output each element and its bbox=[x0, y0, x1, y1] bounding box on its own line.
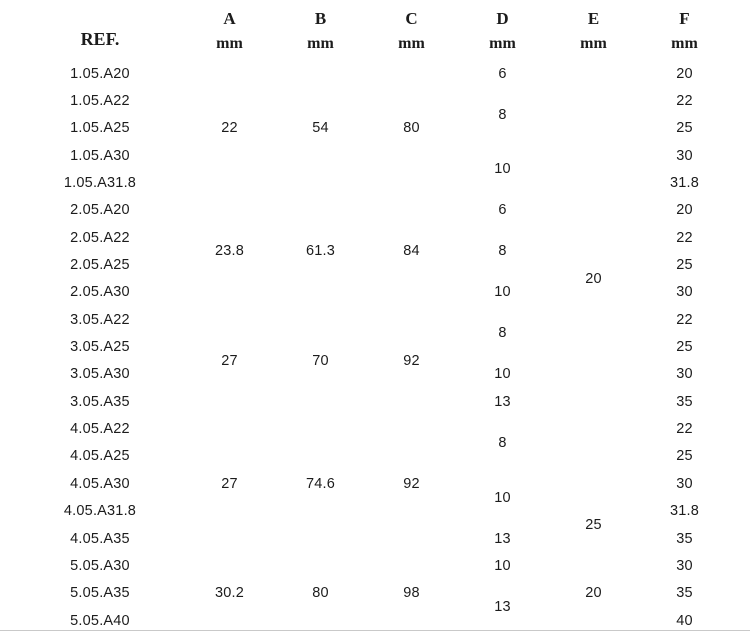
column-unit-d: mm bbox=[489, 35, 516, 52]
ref-cell: 5.05.A35 bbox=[70, 585, 130, 602]
ref-cell: 4.05.A35 bbox=[70, 530, 130, 547]
column-unit-f: mm bbox=[671, 35, 698, 52]
column-letter-c: C bbox=[405, 9, 418, 28]
value-cell-d: 8 bbox=[498, 106, 507, 123]
value-cell-b: 74.6 bbox=[305, 475, 336, 492]
column-header-a bbox=[184, 0, 275, 60]
table-row bbox=[0, 552, 730, 579]
column-unit-c: mm bbox=[398, 35, 425, 52]
value-cell-d: 10 bbox=[494, 557, 511, 574]
table-header bbox=[0, 0, 730, 60]
ref-cell: 2.05.A20 bbox=[70, 202, 130, 219]
value-cell-e bbox=[548, 306, 639, 497]
column-unit-e: mm bbox=[580, 35, 607, 52]
value-cell-f: 30 bbox=[676, 557, 693, 574]
ref-cell: 5.05.A40 bbox=[70, 612, 130, 629]
column-header-f bbox=[639, 0, 730, 60]
value-cell-f: 22 bbox=[676, 311, 693, 328]
value-cell-f: 20 bbox=[676, 65, 693, 82]
ref-cell: 3.05.A22 bbox=[70, 311, 130, 328]
value-cell-c: 92 bbox=[403, 352, 420, 369]
ref-cell: 1.05.A25 bbox=[70, 120, 130, 137]
value-cell-f: 22 bbox=[676, 229, 693, 246]
column-unit-a: mm bbox=[216, 35, 243, 52]
value-cell-f: 35 bbox=[676, 393, 693, 410]
value-cell-d: 13 bbox=[494, 598, 511, 615]
value-cell-a: 23.8 bbox=[214, 243, 245, 260]
value-cell-b: 61.3 bbox=[305, 243, 336, 260]
value-cell-d: 6 bbox=[498, 202, 507, 219]
value-cell-f: 35 bbox=[676, 585, 693, 602]
ref-cell: 4.05.A31.8 bbox=[63, 503, 137, 520]
ref-cell: 2.05.A25 bbox=[70, 257, 130, 274]
column-letter-a: A bbox=[223, 9, 236, 28]
value-cell-d: 13 bbox=[494, 393, 511, 410]
value-cell-f: 31.8 bbox=[669, 503, 700, 520]
column-header-e bbox=[548, 0, 639, 60]
value-cell-b: 80 bbox=[312, 585, 329, 602]
value-cell-f: 35 bbox=[676, 530, 693, 547]
value-cell-c: 98 bbox=[403, 585, 420, 602]
value-cell-d: 8 bbox=[498, 243, 507, 260]
value-cell-c: 84 bbox=[403, 243, 420, 260]
column-header-d bbox=[457, 0, 548, 60]
header-row bbox=[0, 0, 730, 60]
ref-cell: 3.05.A30 bbox=[70, 366, 130, 383]
ref-cell: 1.05.A30 bbox=[70, 147, 130, 164]
ref-cell: 4.05.A30 bbox=[70, 475, 130, 492]
value-cell-f: 22 bbox=[676, 93, 693, 110]
column-header-c bbox=[366, 0, 457, 60]
value-cell-b: 54 bbox=[312, 120, 329, 137]
value-cell-f: 30 bbox=[676, 284, 693, 301]
value-cell-d: 6 bbox=[498, 65, 507, 82]
column-letter-f: F bbox=[679, 9, 690, 28]
ref-cell: 5.05.A30 bbox=[70, 557, 130, 574]
column-letter-e: E bbox=[587, 9, 600, 28]
value-cell-d: 10 bbox=[494, 284, 511, 301]
value-cell-f: 20 bbox=[676, 202, 693, 219]
value-cell-b: 70 bbox=[312, 352, 329, 369]
value-cell-d: 10 bbox=[494, 489, 511, 506]
value-cell-d: 10 bbox=[494, 366, 511, 383]
value-cell-e: 20 bbox=[585, 585, 602, 602]
value-cell-f: 25 bbox=[676, 448, 693, 465]
column-unit-b: mm bbox=[307, 35, 334, 52]
value-cell-c: 92 bbox=[403, 475, 420, 492]
ref-header-label: REF. bbox=[80, 29, 120, 49]
value-cell-e bbox=[548, 552, 639, 579]
value-cell-f: 25 bbox=[676, 120, 693, 137]
value-cell-f: 25 bbox=[676, 339, 693, 356]
value-cell-a: 30.2 bbox=[214, 585, 245, 602]
ref-cell: 2.05.A30 bbox=[70, 284, 130, 301]
value-cell-d: 8 bbox=[498, 434, 507, 451]
ref-cell: 3.05.A25 bbox=[70, 339, 130, 356]
value-cell-d: 8 bbox=[498, 325, 507, 342]
column-header-b bbox=[275, 0, 366, 60]
value-cell-f: 30 bbox=[676, 475, 693, 492]
value-cell-f: 30 bbox=[676, 147, 693, 164]
value-cell-e bbox=[548, 60, 639, 251]
value-cell-a: 27 bbox=[221, 475, 238, 492]
table-row bbox=[0, 60, 730, 87]
table-row bbox=[0, 306, 730, 333]
value-cell-f: 30 bbox=[676, 366, 693, 383]
value-cell-e: 25 bbox=[585, 516, 602, 533]
ref-cell: 1.05.A31.8 bbox=[63, 175, 137, 192]
column-header-ref bbox=[0, 0, 184, 60]
value-cell-c: 80 bbox=[403, 120, 420, 137]
value-cell-d: 13 bbox=[494, 530, 511, 547]
table-body bbox=[0, 60, 730, 634]
value-cell-f: 40 bbox=[676, 612, 693, 629]
column-letter-b: B bbox=[314, 9, 327, 28]
value-cell-a: 22 bbox=[221, 120, 238, 137]
bottom-divider bbox=[0, 630, 750, 631]
value-cell-a: 27 bbox=[221, 352, 238, 369]
ref-cell: 1.05.A22 bbox=[70, 93, 130, 110]
ref-cell: 3.05.A35 bbox=[70, 393, 130, 410]
value-cell-f: 31.8 bbox=[669, 175, 700, 192]
ref-cell: 2.05.A22 bbox=[70, 229, 130, 246]
value-cell-e: 20 bbox=[585, 270, 602, 287]
column-letter-d: D bbox=[496, 9, 509, 28]
value-cell-d: 10 bbox=[494, 161, 511, 178]
ref-cell: 1.05.A20 bbox=[70, 65, 130, 82]
ref-cell: 4.05.A25 bbox=[70, 448, 130, 465]
value-cell-f: 25 bbox=[676, 257, 693, 274]
value-cell-f: 22 bbox=[676, 421, 693, 438]
ref-cell: 4.05.A22 bbox=[70, 421, 130, 438]
